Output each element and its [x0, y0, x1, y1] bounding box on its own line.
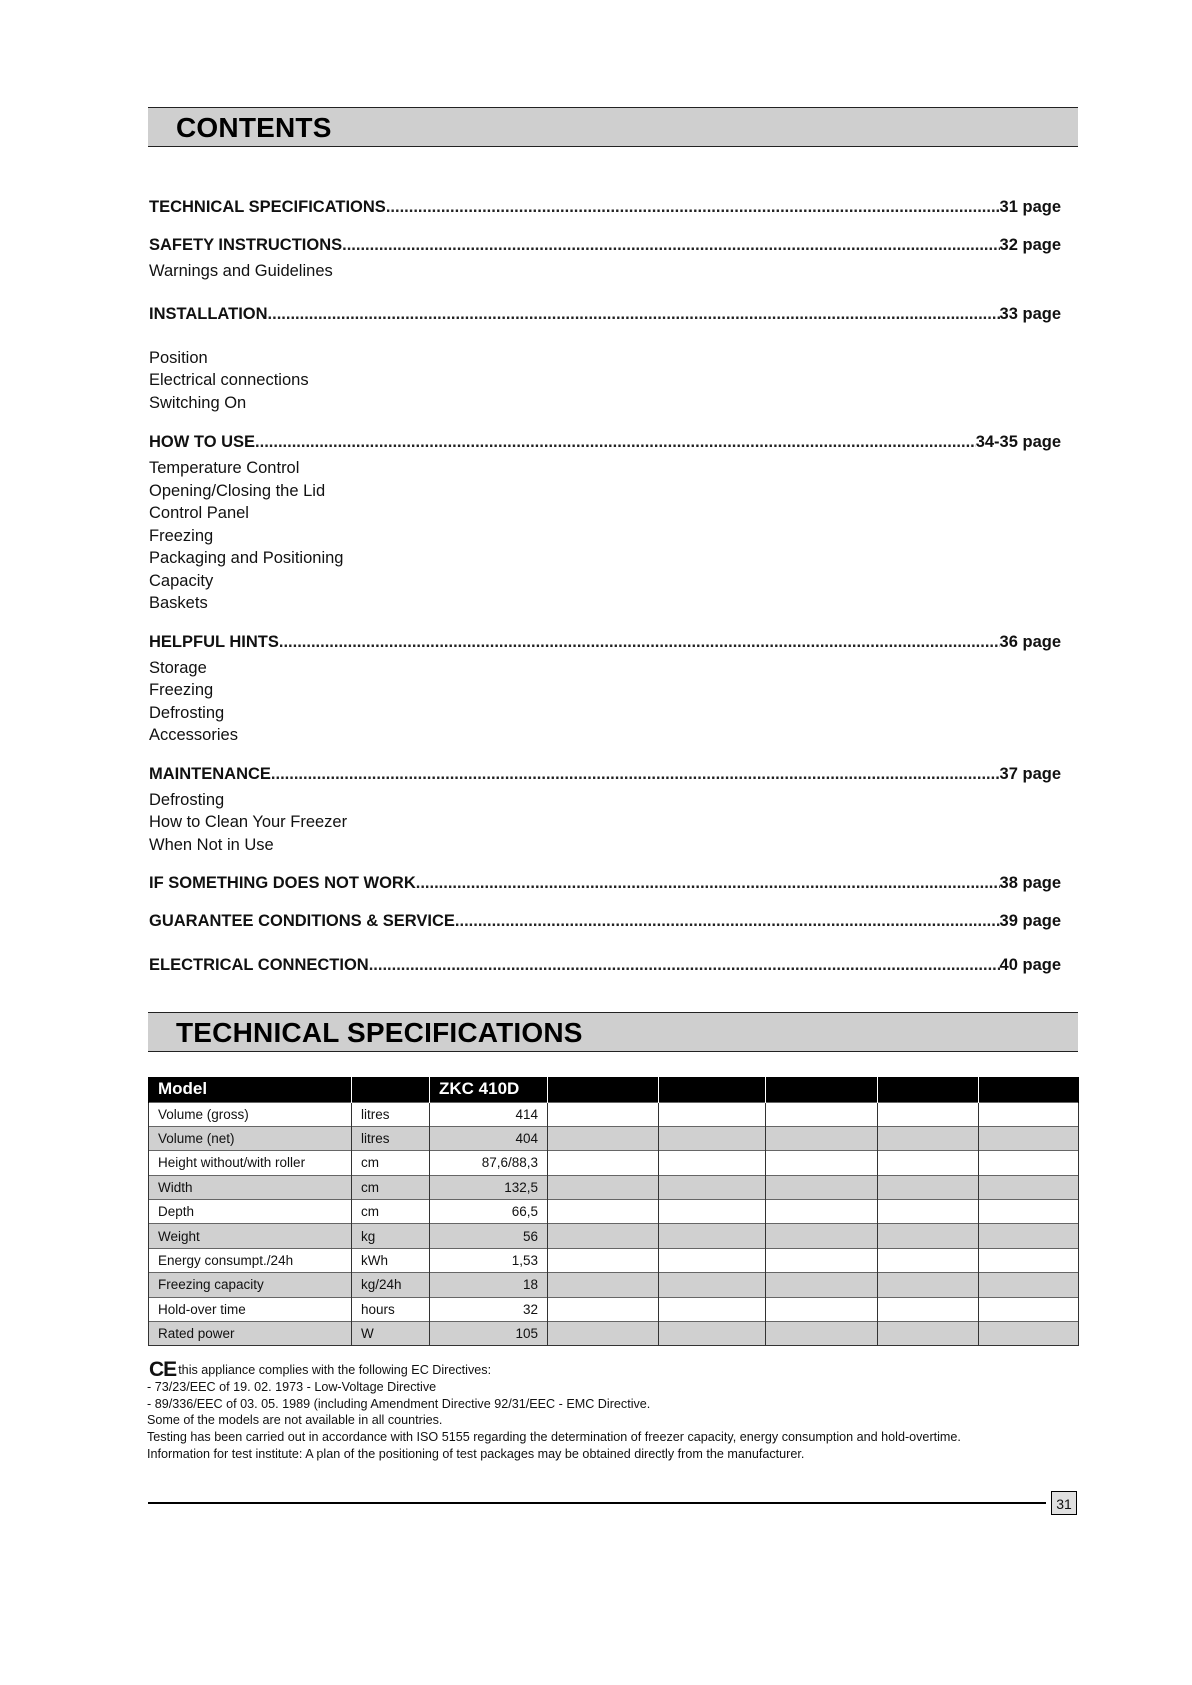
ce-mark-icon: CE: [149, 1358, 177, 1381]
empty-cell: [548, 1200, 659, 1224]
toc-subentry: Temperature Control: [149, 459, 300, 477]
toc-subentry: Switching On: [149, 393, 247, 412]
toc-entry-title: HOW TO USE: [149, 433, 256, 451]
empty-cell: [766, 1151, 878, 1175]
empty-cell: [659, 1248, 766, 1272]
spec-unit: kg/24h: [352, 1273, 430, 1297]
empty-cell: [548, 1102, 659, 1126]
toc-entry-page: 38 page: [999, 874, 1061, 892]
specs-title: TECHNICAL SPECIFICATIONS: [176, 1017, 583, 1048]
toc-entry-page: 40 page: [999, 956, 1061, 974]
toc-entry-title: SAFETY INSTRUCTIONS: [149, 236, 343, 254]
empty-cell: [979, 1322, 1079, 1346]
table-row: [149, 1224, 1079, 1248]
table-header-row: [149, 1077, 1079, 1102]
toc-subentry: Opening/Closing the Lid: [149, 481, 326, 500]
toc-subentry: When Not in Use: [149, 835, 274, 854]
table-row: [149, 1273, 1079, 1297]
toc-subentry: Defrosting: [149, 703, 225, 722]
toc-subentry: Position: [149, 348, 208, 367]
toc-subentry: Electrical connections: [149, 371, 309, 389]
toc-leader-dots: [455, 910, 1000, 932]
note-line: Information for test institute: A plan of the positioning of test packages may be obtained directly from the manufacturer.: [147, 1446, 805, 1461]
empty-cell: [548, 1126, 659, 1150]
empty-cell: [979, 1175, 1079, 1199]
empty-cell: [979, 1273, 1079, 1297]
empty-cell: [659, 1151, 766, 1175]
toc-leader-dots: [268, 303, 1000, 325]
empty-cell: [548, 1248, 659, 1272]
model-name: ZKC 410D: [430, 1077, 548, 1102]
spec-unit: cm: [352, 1200, 430, 1224]
empty-cell: [878, 1126, 979, 1150]
empty-cell: [878, 1273, 979, 1297]
spec-label: Width: [149, 1175, 352, 1199]
empty-cell: [979, 1297, 1079, 1321]
spec-value: 32: [430, 1297, 548, 1321]
empty-cell: [659, 1175, 766, 1199]
empty-cell: [548, 1151, 659, 1175]
note-line: Testing has been carried out in accordance with ISO 5155 regarding the determination of freezer capacity, energy consumption and hold-overtime.: [147, 1430, 961, 1445]
toc-leader-dots: [386, 196, 1000, 218]
toc-entry-page: 36 page: [999, 632, 1061, 651]
table-row: [149, 1151, 1079, 1175]
toc-entry-title: MAINTENANCE: [149, 764, 271, 783]
spec-label: Freezing capacity: [149, 1273, 352, 1297]
empty-cell: [548, 1224, 659, 1248]
empty-cell: [659, 1322, 766, 1346]
spec-unit: cm: [352, 1151, 430, 1175]
toc-entry-page: 39 page: [999, 912, 1061, 930]
spec-label: Volume (gross): [149, 1102, 352, 1126]
toc-subentry: Freezing: [149, 681, 214, 699]
empty-cell: [766, 1248, 878, 1272]
toc-leader-dots: [271, 763, 1000, 785]
empty-cell: [878, 1224, 979, 1248]
specs-header: [148, 1012, 1078, 1052]
toc-subentry: Accessories: [149, 726, 238, 744]
toc-leader-dots: [279, 631, 1000, 653]
spec-value: 1,53: [430, 1248, 548, 1272]
empty-cell: [979, 1151, 1079, 1175]
empty-cell: [659, 1200, 766, 1224]
empty-cell: [878, 1297, 979, 1321]
table-row: [149, 1126, 1079, 1150]
empty-cell: [659, 1297, 766, 1321]
toc-entry: [149, 631, 1061, 653]
spec-label: Depth: [149, 1200, 352, 1224]
spec-unit: litres: [352, 1102, 430, 1126]
toc-entry-title: GUARANTEE CONDITIONS & SERVICE: [149, 912, 455, 930]
toc-subentry: Control Panel: [149, 504, 249, 522]
spec-value: 56: [430, 1224, 548, 1248]
spec-unit: litres: [352, 1126, 430, 1150]
contents-title: CONTENTS: [176, 112, 332, 143]
toc-entry-page: 33 page: [999, 304, 1061, 323]
toc-entry: [149, 910, 1061, 932]
toc-subentry: Capacity: [149, 571, 214, 590]
contents-header: [148, 107, 1078, 147]
toc-entry-title: INSTALLATION: [149, 304, 268, 323]
spec-value: 132,5: [430, 1175, 548, 1199]
table-row: [149, 1200, 1079, 1224]
empty-cell: [766, 1102, 878, 1126]
empty-cell: [659, 1273, 766, 1297]
table-row: [149, 1322, 1079, 1346]
spec-value: 414: [430, 1102, 548, 1126]
model-label: Model: [149, 1077, 352, 1102]
note-line: - 73/23/EEC of 19. 02. 1973 - Low-Voltage Directive: [147, 1379, 437, 1394]
specifications-table: [148, 1077, 1079, 1346]
empty-cell: [659, 1224, 766, 1248]
empty-cell: [979, 1200, 1079, 1224]
table-row: [149, 1297, 1079, 1321]
empty-cell: [766, 1273, 878, 1297]
spec-unit: W: [352, 1322, 430, 1346]
spec-unit: kg: [352, 1224, 430, 1248]
toc-entry-page: 32 page: [999, 236, 1061, 254]
spec-label: Rated power: [149, 1322, 352, 1346]
spec-value: 18: [430, 1273, 548, 1297]
note-line: this appliance complies with the following EC Directives:: [178, 1363, 492, 1377]
spec-value: 87,6/88,3: [430, 1151, 548, 1175]
toc-entry: [149, 431, 1061, 453]
toc-entry: [149, 303, 1061, 325]
empty-cell: [878, 1102, 979, 1126]
toc-leader-dots: [255, 431, 976, 453]
spec-value: 404: [430, 1126, 548, 1150]
empty-cell: [766, 1200, 878, 1224]
toc-subentry: Defrosting: [149, 790, 225, 809]
unit-header: [352, 1077, 430, 1102]
spec-value: 105: [430, 1322, 548, 1346]
toc-entry-title: TECHNICAL SPECIFICATIONS: [149, 198, 386, 216]
empty-cell: [548, 1273, 659, 1297]
toc-subentry: Storage: [149, 658, 207, 677]
note-line: - 89/336/EEC of 03. 05. 1989 (including Amendment Directive 92/31/EEC - EMC Directive.: [147, 1396, 651, 1411]
table-of-contents: [149, 196, 1061, 976]
toc-entry-page: 37 page: [999, 764, 1061, 783]
toc-entry-page: 31 page: [999, 198, 1061, 216]
toc-subentry: Baskets: [149, 594, 208, 612]
spec-value: 66,5: [430, 1200, 548, 1224]
spec-label: Hold-over time: [149, 1297, 352, 1321]
spec-unit: cm: [352, 1175, 430, 1199]
toc-entry: [149, 954, 1061, 976]
empty-cell: [878, 1175, 979, 1199]
empty-cell: [548, 1297, 659, 1321]
table-row: [149, 1248, 1079, 1272]
toc-entry: [149, 234, 1061, 256]
toc-entry: [149, 196, 1061, 218]
spec-unit: kWh: [352, 1248, 430, 1272]
empty-cell: [878, 1322, 979, 1346]
spec-unit: hours: [352, 1297, 430, 1321]
toc-subentry: Packaging and Positioning: [149, 549, 344, 567]
compliance-notes: [147, 1358, 1077, 1463]
toc-entry: [149, 763, 1061, 785]
toc-entry: [149, 872, 1061, 894]
spec-label: Weight: [149, 1224, 352, 1248]
empty-cell: [878, 1248, 979, 1272]
spec-label: Volume (net): [149, 1126, 352, 1150]
empty-cell: [659, 1102, 766, 1126]
toc-entry-page: 34-35 page: [975, 433, 1061, 451]
empty-cell: [766, 1126, 878, 1150]
footer-rule: [148, 1502, 1046, 1504]
toc-entry-title: ELECTRICAL CONNECTION: [149, 956, 369, 974]
empty-cell: [878, 1151, 979, 1175]
toc-entry-title: IF SOMETHING DOES NOT WORK: [149, 874, 416, 892]
note-line: Some of the models are not available in all countries.: [147, 1413, 443, 1428]
empty-cell: [979, 1102, 1079, 1126]
empty-cell: [979, 1126, 1079, 1150]
toc-leader-dots: [369, 954, 1000, 976]
empty-cell: [548, 1175, 659, 1199]
empty-cell: [548, 1322, 659, 1346]
empty-cell: [766, 1322, 878, 1346]
empty-cell: [766, 1224, 878, 1248]
page-number: 31: [1051, 1491, 1077, 1515]
empty-cell: [766, 1297, 878, 1321]
toc-subentry: How to Clean Your Freezer: [149, 813, 348, 831]
toc-subentry: Warnings and Guidelines: [149, 262, 333, 280]
empty-cell: [979, 1224, 1079, 1248]
table-row: [149, 1175, 1079, 1199]
empty-cell: [766, 1175, 878, 1199]
toc-leader-dots: [416, 872, 1000, 894]
empty-cell: [878, 1200, 979, 1224]
empty-cell: [659, 1126, 766, 1150]
toc-entry-title: HELPFUL HINTS: [149, 632, 279, 651]
empty-cell: [979, 1248, 1079, 1272]
table-row: [149, 1102, 1079, 1126]
toc-leader-dots: [342, 234, 999, 256]
spec-label: Energy consumpt./24h: [149, 1248, 352, 1272]
toc-subentry: Freezing: [149, 526, 214, 545]
spec-label: Height without/with roller: [149, 1151, 352, 1175]
